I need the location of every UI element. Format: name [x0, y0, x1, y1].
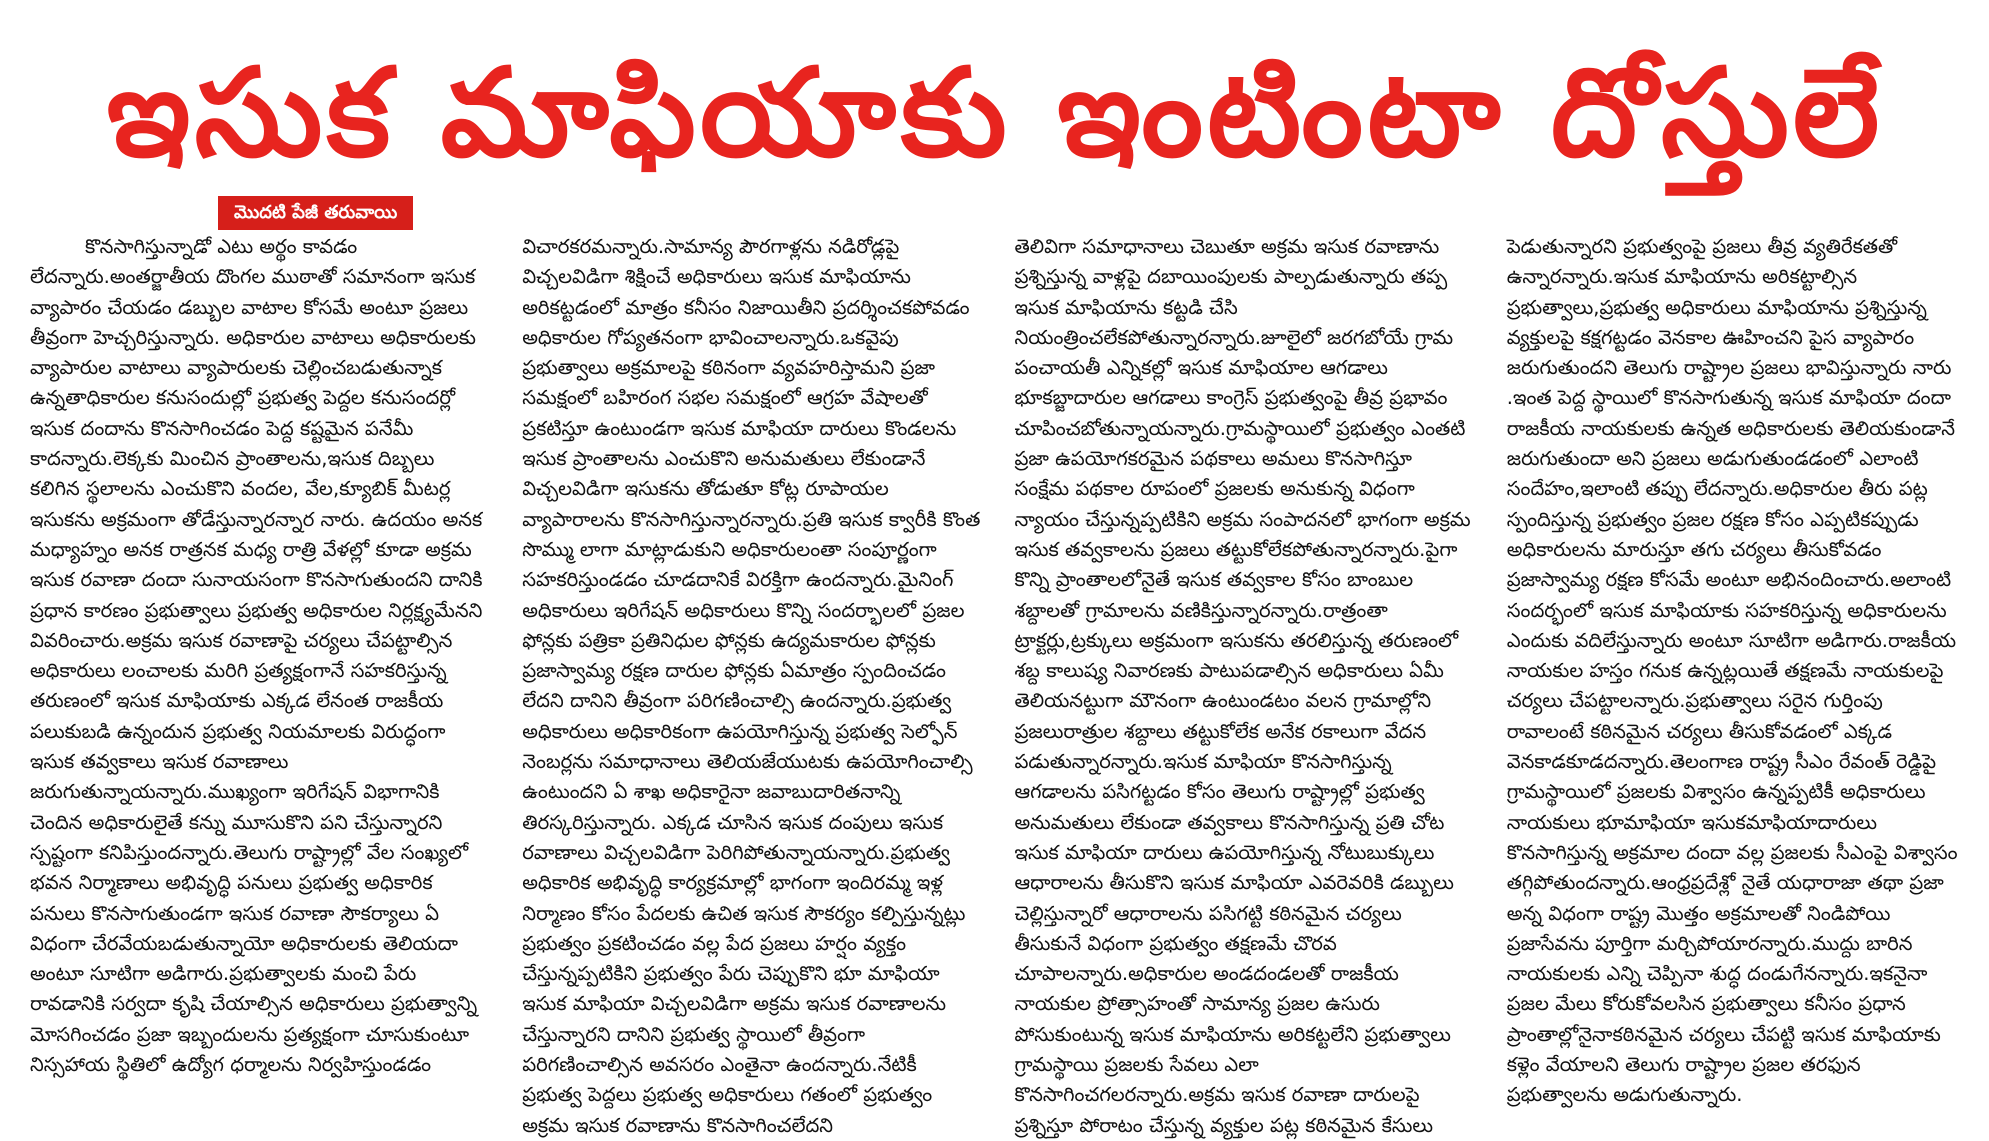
- article-column-4: [1507, 232, 1965, 1141]
- column-1-text: కొనసాగిస్తున్నాడో ఎటు అర్థం కావడం లేదన్నారు.అంతర్జాతీయ దొంగల ముఠాతో సమానంగా ఇసుక వ్యాపారం చేయడం డబ్బుల వాటాల కోసమే అంటూ ప్రజలు తీవ్రంగా హెచ్చరిస్తున్నారు. అధికారుల వాటాలు అధికారులకు వ్యాపారుల వాటాలు వ్యాపారులకు చెల్లించబడుతున్నాక ఉన్నతాధికారుల కనుసందుల్లో ప్రభుత్వ పెద్దల కనుసందర్లో ఇసుక దందాను కొనసాగించడం పెద్ద కష్టమైన పనేమీ కాదన్నారు.లెక్కకు మించిన ప్రాంతాలను,ఇసుక దిబ్బలు కలిగిన స్థలాలను ఎంచుకొని వందల, వేల,క్యూబిక్ మీటర్ల ఇసుకను అక్రమంగా తోడేస్తున్నారన్నార నారు. ఉదయం అనక మధ్యాహ్నం అనక రాత్రనక మధ్య రాత్రి వేళల్లో కూడా అక్రమ ఇసుక రవాణా దందా సునాయసంగా కొనసాగుతుందని దానికి ప్రధాన కారణం ప్రభుత్వాలు ప్రభుత్వ అధికారుల నిర్లక్ష్యమేనని వివరించారు.అక్రమ ఇసుక రవాణాపై చర్యలు చేపట్టాల్సిన అధికారులు లంచాలకు మరిగి ప్రత్యక్షంగానే సహకరిస్తున్న తరుణంలో ఇసుక మాఫియాకు ఎక్కడ లేనంత రాజకీయ పలుకుబడి ఉన్నందున ప్రభుత్వ నియమాలకు విరుద్ధంగా ఇసుక తవ్వకాలు ఇసుక రవాణాలు జరుగుతున్నాయన్నారు.ముఖ్యంగా ఇరిగేషన్ విభాగానికి చెందిన అధికారులైతే కన్ను మూసుకొని పని చేస్తున్నారని స్పష్టంగా కనిపిస్తుందన్నారు.తెలుగు రాష్ట్రాల్లో వేల సంఖ్యలో భవన నిర్మాణాలు అభివృద్ధి పనులు ప్రభుత్వ అధికారిక పనులు కొనసాగుతుండగా ఇసుక రవాణా సౌకర్యాలు ఏ విధంగా చేరవేయబడుతున్నాయో అధికారులకు తెలియదా అంటూ సూటిగా అడిగారు.ప్రభుత్వాలకు మంచి పేరు రావడానికి సర్వదా కృషి చేయాల్సిన అధికారులు ప్రభుత్వాన్ని మోసగించడం ప్రజా ఇబ్బందులను ప్రత్యక్షంగా చూసుకుంటూ నిస్సహాయ స్థితిలో ఉద్యోగ ధర్మాలను నిర్వహిస్తుండడం: [30, 235, 483, 1077]
- article-column-2: [522, 232, 980, 1141]
- column-2-text: విచారకరమన్నారు.సామాన్య పౌరగాళ్లను నడిరోడ్లపై విచ్చలవిడిగా శిక్షించే అధికారులు ఇసుక మాఫియాను అరికట్టడంలో మాత్రం కనీసం నిజాయితీని ప్రదర్శించకపోవడం అధికారుల గోప్యతనంగా భావించాలన్నారు.ఒకవైపు ప్రభుత్వాలు అక్రమాలపై కఠినంగా వ్యవహరిస్తామని ప్రజా సమక్షంలో బహిరంగ సభల సమక్షంలో ఆగ్రహ వేషాలతో ప్రకటిస్తూ ఉంటుండగా ఇసుక మాఫియా దారులు కొండలను ఇసుక ప్రాంతాలను ఎంచుకొని అనుమతులు లేకుండానే విచ్చలవిడిగా ఇసుకను తోడుతూ కోట్ల రూపాయల వ్యాపారాలను కొనసాగిస్తున్నారన్నారు.ప్రతి ఇసుక క్వారీకి కొంత సొమ్ము లాగా మాట్లాడుకుని అధికారులంతా సంపూర్ణంగా సహకరిస్తుండడం చూడదానికే విరక్తిగా ఉందన్నారు.మైనింగ్ అధికారులు ఇరిగేషన్ అధికారులు కొన్ని సందర్భాలలో ప్రజల ఫోన్లకు పత్రికా ప్రతినిధుల ఫోన్లకు ఉద్యమకారుల ఫోన్లకు ప్రజాస్వామ్య రక్షణ దారుల ఫోన్లకు ఏమాత్రం స్పందించడం లేదని దానిని తీవ్రంగా పరిగణించాల్సి ఉందన్నారు.ప్రభుత్వ అధికారులు అధికారికంగా ఉపయోగిస్తున్న ప్రభుత్వ సెల్ఫోన్ నెంబర్లను సమాధానాలు తెలియజేయుటకు ఉపయోగించాల్సి ఉంటుందని ఏ శాఖ అధికారైనా జవాబుదారితనాన్ని తిరస్కరిస్తున్నారు. ఎక్కడ చూసిన ఇసుక దంపులు ఇసుక రవాణాలు విచ్చలవిడిగా పెరిగిపోతున్నాయన్నారు.ప్రభుత్వ అధికారిక అభివృద్ధి కార్యక్రమాల్లో భాగంగా ఇందిరమ్మ ఇళ్ల నిర్మాణం కోసం పేదలకు ఉచిత ఇసుక సౌకర్యం కల్పిస్తున్నట్లు ప్రభుత్వం ప్రకటించడం వల్ల పేద ప్రజలు హర్షం వ్యక్తం చేస్తున్నప్పటికిని ప్రభుత్వం పేరు చెప్పుకొని భూ మాఫియా ఇసుక మాఫియా విచ్చలవిడిగా అక్రమ ఇసుక రవాణాలను చేస్తున్నారని దానిని ప్రభుత్వ స్థాయిలో తీవ్రంగా పరిగణించాల్సిన అవసరం ఎంతైనా ఉందన్నారు.నేటికీ ప్రభుత్వ పెద్దలు ప్రభుత్వ అధికారులు గతంలో ప్రభుత్వం అక్రమ ఇసుక రవాణాను కొనసాగించలేదని: [522, 235, 981, 1137]
- article-column-1: [30, 232, 488, 1141]
- continuation-label: మొదటి పేజీ తరువాయి: [218, 196, 413, 230]
- article-body: [30, 232, 1965, 1137]
- column-4-text: పెడుతున్నారని ప్రభుత్వంపై ప్రజలు తీవ్ర వ్యతిరేకతతో ఉన్నారన్నారు.ఇసుక మాఫియాను అరికట్టాల్సిన ప్రభుత్వాలు,ప్రభుత్వ అధికారులు మాఫియాను ప్రశ్నిస్తున్న వ్యక్తులపై కక్షగట్టడం వెనకాల ఊహించని పైస వ్యాపారం జరుగుతుందని తెలుగు రాష్ట్రాల ప్రజలు భావిస్తున్నారు నారు .ఇంత పెద్ద స్థాయిలో కొనసాగుతున్న ఇసుక మాఫియా దందా రాజకీయ నాయకులకు ఉన్నత అధికారులకు తెలియకుండానే జరుగుతుందా అని ప్రజలు అడుగుతుండడంలో ఎలాంటి సందేహం,ఇలాంటి తప్పు లేదన్నారు.అధికారుల తీరు పట్ల స్పందిస్తున్న ప్రభుత్వం ప్రజల రక్షణ కోసం ఎప్పటికప్పుడు అధికారులను మారుస్తూ తగు చర్యలు తీసుకోవడం ప్రజాస్వామ్య రక్షణ కోసమే అంటూ అభినందించారు.అలాంటి సందర్భంలో ఇసుక మాఫియాకు సహకరిస్తున్న అధికారులను ఎందుకు వదిలేస్తున్నారు అంటూ సూటిగా అడిగారు.రాజకీయ నాయకుల హస్తం గనుక ఉన్నట్లయితే తక్షణమే నాయకులపై చర్యలు చేపట్టాలన్నారు.ప్రభుత్వాలు సరైన గుర్తింపు రావాలంటే కఠినమైన చర్యలు తీసుకోవడంలో ఎక్కడ వెనకాడకూడదన్నారు.తెలంగాణ రాష్ట్ర సీఎం రేవంత్ రెడ్డిపై గ్రామస్థాయిలో ప్రజలకు విశ్వాసం ఉన్నప్పటికీ అధికారులు నాయకులు భూమాఫియా ఇసుకమాఫియాదారులు కొనసాగిస్తున్న అక్రమాల దందా వల్ల ప్రజలకు సీఎంపై విశ్వాసం తగ్గిపోతుందన్నారు.ఆంధ్రప్రదేశ్లో నైతే యధారాజా తథా ప్రజా అన్న విధంగా రాష్ట్ర మొత్తం అక్రమాలతో నిండిపోయి ప్రజాసేవను పూర్తిగా మర్చిపోయారన్నారు.ముద్దు బారిన నాయకులకు ఎన్ని చెప్పినా శుద్ధ దండుగేనన్నారు.ఇకనైనా ప్రజల మేలు కోరుకోవలసిన ప్రభుత్వాలు కనీసం ప్రధాన ప్రాంతాల్లోనైనాకఠినమైన చర్యలు చేపట్టి ఇసుక మాఫియాకు కళ్లెం వేయాలని తెలుగు రాష్ట్రాల ప్రజల తరఫున ప్రభుత్వాలను అడుగుతున్నారు.: [1506, 235, 1958, 1107]
- headline: ఇసుక మాఫియాకు ఇంటింటా దోస్తులే: [106, 42, 1884, 184]
- article-column-3: [1015, 232, 1473, 1141]
- column-3-text: తెలివిగా సమాధానాలు చెబుతూ అక్రమ ఇసుక రవాణాను ప్రశ్నిస్తున్న వాళ్లపై దబాయింపులకు పాల్పడుతున్నారు తప్ప ఇసుక మాఫియాను కట్టడి చేసి నియంత్రించలేకపోతున్నారన్నారు.జూలైలో జరగబోయే గ్రామ పంచాయతీ ఎన్నికల్లో ఇసుక మాఫియాల ఆగడాలు భూకబ్జాదారుల ఆగడాలు కాంగ్రెస్ ప్రభుత్వంపై తీవ్ర ప్రభావం చూపించబోతున్నాయన్నారు.గ్రామస్థాయిలో ప్రభుత్వం ఎంతటి ప్రజా ఉపయోగకరమైన పథకాలు అమలు కొనసాగిస్తూ సంక్షేమ పథకాల రూపంలో ప్రజలకు అనుకున్న విధంగా న్యాయం చేస్తున్నప్పటికిని అక్రమ సంపాదనలో భాగంగా అక్రమ ఇసుక తవ్వకాలను ప్రజలు తట్టుకోలేకపోతున్నారన్నారు.పైగా కొన్ని ప్రాంతాలలోనైతే ఇసుక తవ్వకాల కోసం బాంబుల శబ్దాలతో గ్రామాలను వణికిస్తున్నారన్నారు.రాత్రంతా ట్రాక్టర్లు,ట్రక్కులు అక్రమంగా ఇసుకను తరలిస్తున్న తరుణంలో శబ్ద కాలుష్య నివారణకు పాటుపడాల్సిన అధికారులు ఏమీ తెలియనట్టుగా మౌనంగా ఉంటుండటం వలన గ్రామాల్లోని ప్రజలురాత్రుల శబ్దాలు తట్టుకోలేక అనేక రకాలుగా వేదన పడుతున్నారన్నారు.ఇసుక మాఫియా కొనసాగిస్తున్న ఆగడాలను పసిగట్టడం కోసం తెలుగు రాష్ట్రాల్లో ప్రభుత్వ అనుమతులు లేకుండా తవ్వకాలు కొనసాగిస్తున్న ప్రతి చోట ఇసుక మాఫియా దారులు ఉపయోగిస్తున్న నోటుబుక్కులు ఆధారాలను తీసుకొని ఇసుక మాఫియా ఎవరెవరికి డబ్బులు చెల్లిస్తున్నారో ఆధారాలను పసిగట్టి కఠినమైన చర్యలు తీసుకునే విధంగా ప్రభుత్వం తక్షణమే చొరవ చూపాలన్నారు.అధికారుల అండదండలతో రాజకీయ నాయకుల ప్రోత్సాహంతో సామాన్య ప్రజల ఉసురు పోసుకుంటున్న ఇసుక మాఫియాను అరికట్టలేని ప్రభుత్వాలు గ్రామస్థాయి ప్రజలకు సేవలు ఎలా కొనసాగించగలరన్నారు.అక్రమ ఇసుక రవాణా దారులపై ప్రశ్నిస్తూ పోరాటం చేస్తున్న వ్యక్తుల పట్ల కఠినమైన కేసులు: [1014, 235, 1471, 1137]
